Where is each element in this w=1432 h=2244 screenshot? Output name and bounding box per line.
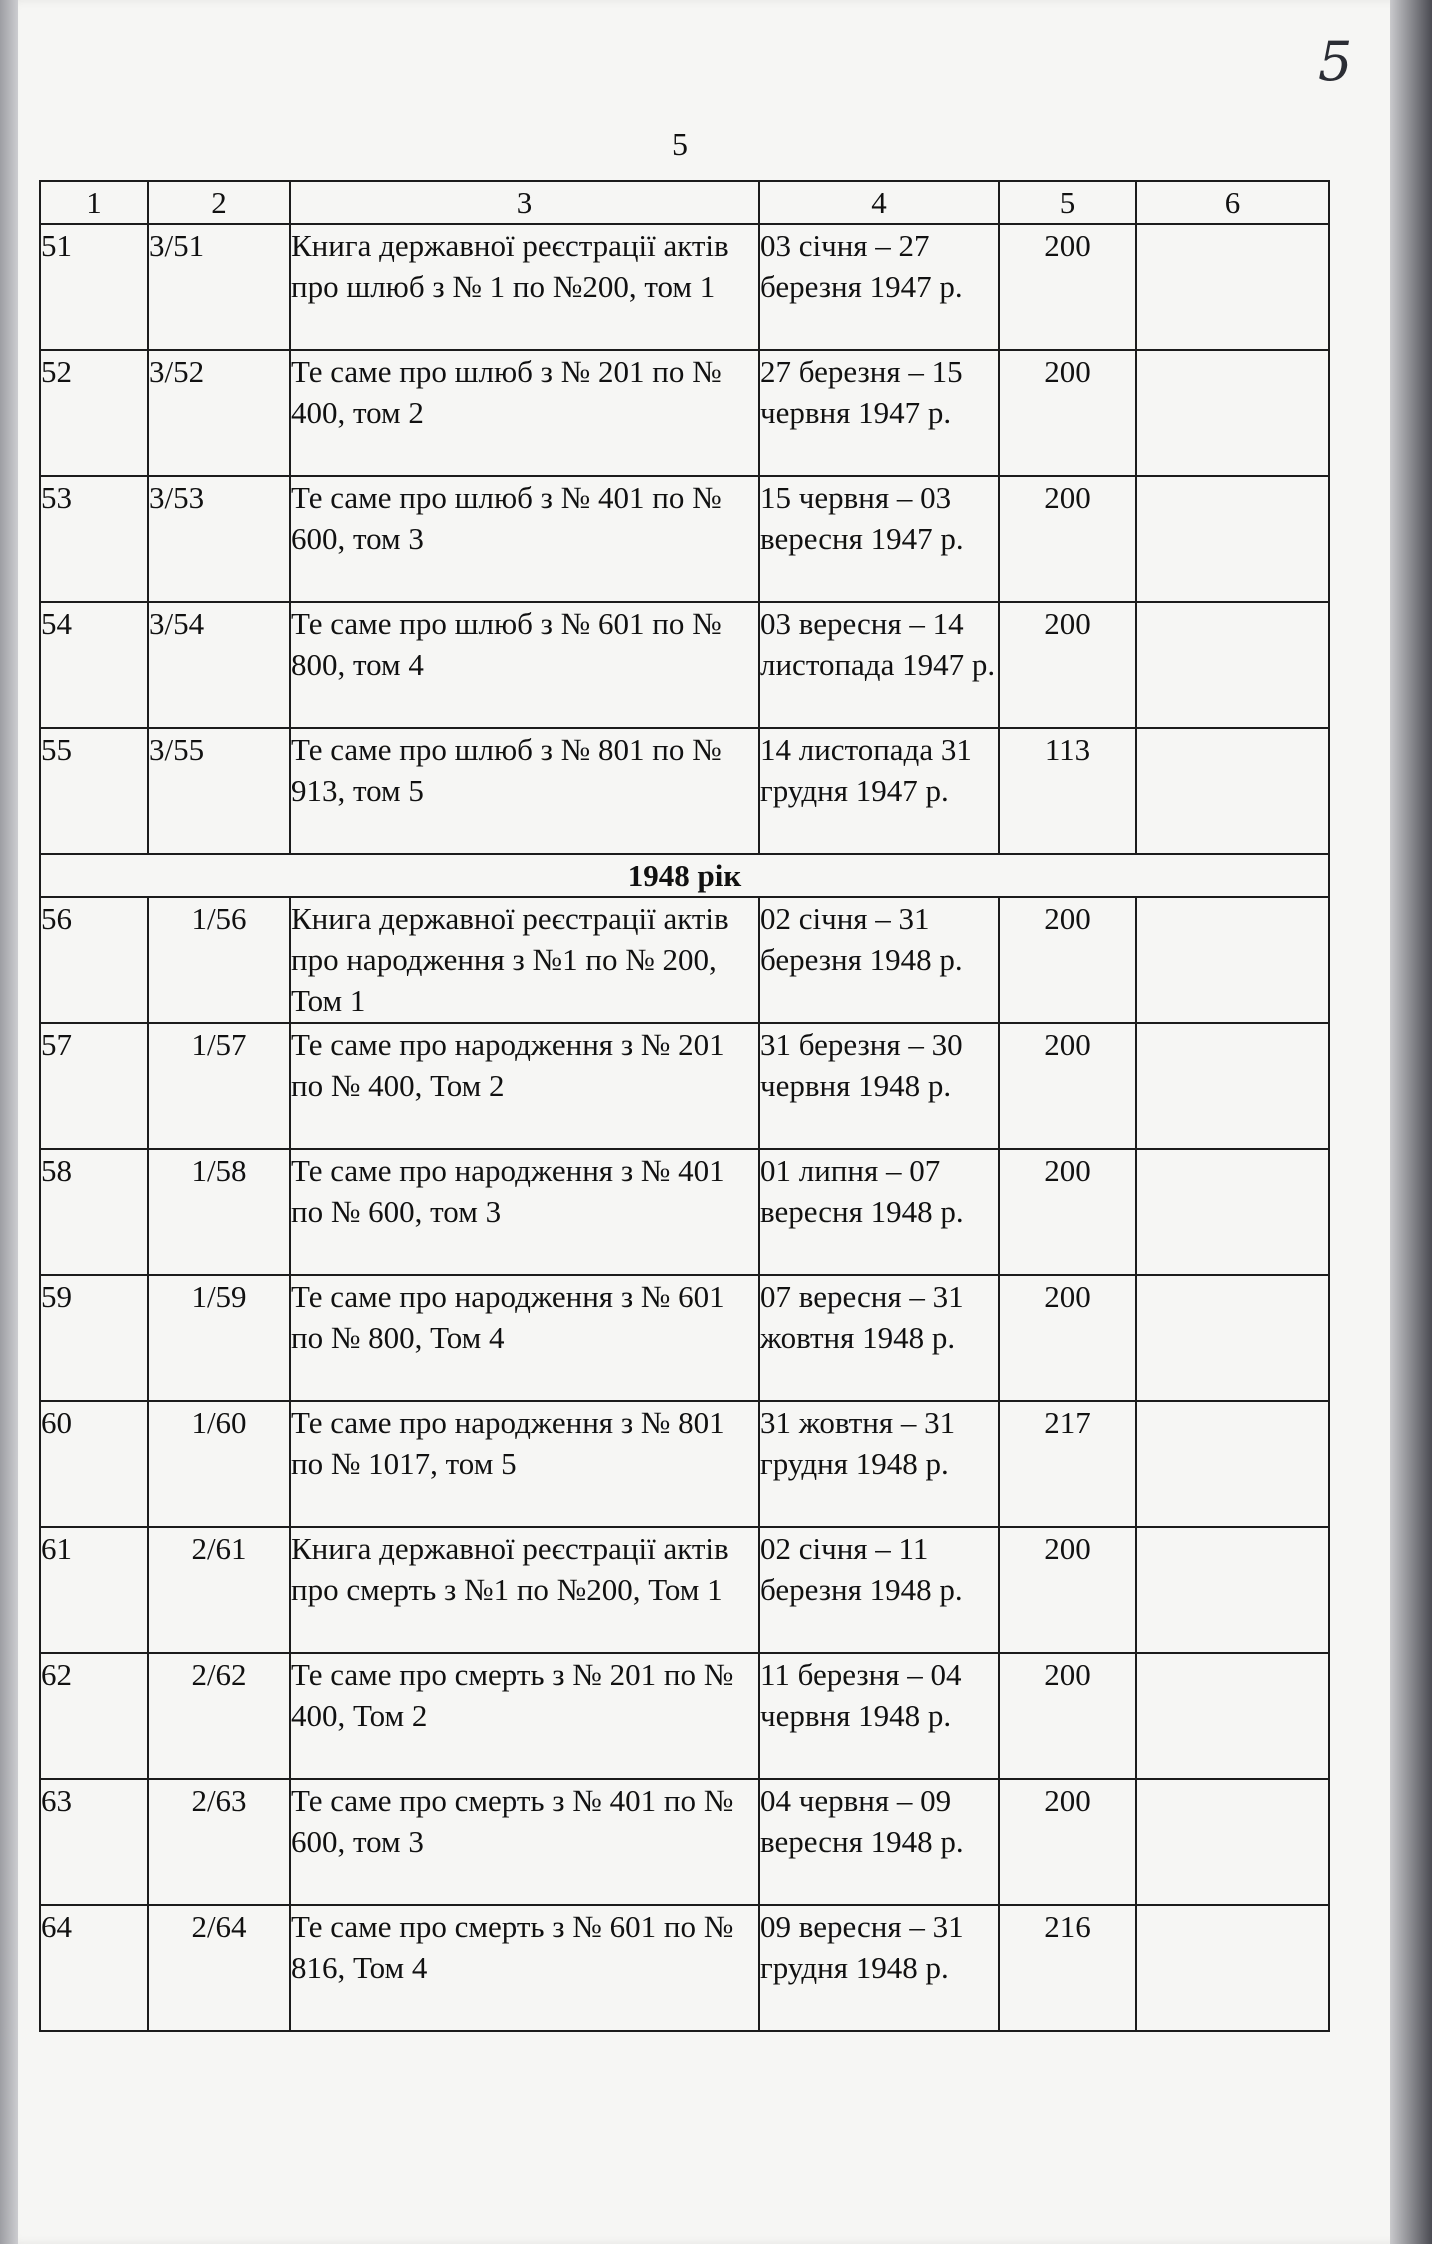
row-number: 60 <box>40 1401 148 1527</box>
row-dates: 02 січня – 31 березня 1948 р. <box>759 897 999 1023</box>
table-body-1947 <box>40 224 1329 854</box>
row-count: 217 <box>999 1401 1136 1527</box>
row-title: Те саме про шлюб з № 401 по № 600, том 3 <box>290 476 759 602</box>
table-row <box>40 1023 1329 1149</box>
page-number: 5 <box>672 126 688 162</box>
row-note <box>1136 1275 1329 1401</box>
row-dates: 04 червня – 09 вересня 1948 р. <box>759 1779 999 1905</box>
row-dates: 01 липня – 07 вересня 1948 р. <box>759 1149 999 1275</box>
row-code: 2/63 <box>148 1779 290 1905</box>
row-note <box>1136 1527 1329 1653</box>
table-row <box>40 1275 1329 1401</box>
header-col-5: 5 <box>999 181 1136 224</box>
table-row <box>40 1527 1329 1653</box>
row-number: 57 <box>40 1023 148 1149</box>
row-number: 58 <box>40 1149 148 1275</box>
row-number: 59 <box>40 1275 148 1401</box>
scanner-right-edge <box>1390 0 1432 2244</box>
header-col-4: 4 <box>759 181 999 224</box>
row-code: 3/52 <box>148 350 290 476</box>
row-note <box>1136 1905 1329 2031</box>
archive-page-number: 5 <box>1318 30 1353 93</box>
row-number: 54 <box>40 602 148 728</box>
row-code: 2/64 <box>148 1905 290 2031</box>
row-count: 200 <box>999 476 1136 602</box>
row-code: 1/60 <box>148 1401 290 1527</box>
row-number: 64 <box>40 1905 148 2031</box>
row-note <box>1136 476 1329 602</box>
row-note <box>1136 1779 1329 1905</box>
row-title: Те саме про смерть з № 401 по № 600, том 3 <box>290 1779 759 1905</box>
row-dates: 31 березня – 30 червня 1948 р. <box>759 1023 999 1149</box>
row-count: 216 <box>999 1905 1136 2031</box>
row-title: Книга державної реєстрації актів про шлюб з № 1 по №200, том 1 <box>290 224 759 350</box>
row-count: 200 <box>999 897 1136 1023</box>
row-title: Те саме про народження з № 801 по № 1017, том 5 <box>290 1401 759 1527</box>
row-title: Те саме про смерть з № 601 по № 816, Том 4 <box>290 1905 759 2031</box>
row-title: Книга державної реєстрації актів про смерть з №1 по №200, Том 1 <box>290 1527 759 1653</box>
row-number: 55 <box>40 728 148 854</box>
row-code: 1/58 <box>148 1149 290 1275</box>
row-number: 51 <box>40 224 148 350</box>
table-body-1948 <box>40 897 1329 2031</box>
row-note <box>1136 602 1329 728</box>
table-row <box>40 1401 1329 1527</box>
row-count: 200 <box>999 1023 1136 1149</box>
year-section <box>40 854 1329 897</box>
row-dates: 14 листопада 31 грудня 1947 р. <box>759 728 999 854</box>
row-number: 61 <box>40 1527 148 1653</box>
row-code: 1/57 <box>148 1023 290 1149</box>
row-number: 56 <box>40 897 148 1023</box>
row-count: 200 <box>999 1149 1136 1275</box>
table-row <box>40 476 1329 602</box>
year-heading: 1948 рік <box>40 854 1329 897</box>
row-number: 62 <box>40 1653 148 1779</box>
row-code: 1/59 <box>148 1275 290 1401</box>
table-row <box>40 728 1329 854</box>
row-note <box>1136 728 1329 854</box>
table-row <box>40 602 1329 728</box>
row-count: 200 <box>999 1779 1136 1905</box>
row-dates: 03 січня – 27 березня 1947 р. <box>759 224 999 350</box>
row-title: Те саме про народження з № 201 по № 400, Том 2 <box>290 1023 759 1149</box>
row-note <box>1136 1653 1329 1779</box>
row-code: 3/51 <box>148 224 290 350</box>
header-col-6: 6 <box>1136 181 1329 224</box>
row-note <box>1136 1149 1329 1275</box>
table-row <box>40 897 1329 1023</box>
header-col-1: 1 <box>40 181 148 224</box>
table-row <box>40 350 1329 476</box>
row-title: Те саме про народження з № 601 по № 800, Том 4 <box>290 1275 759 1401</box>
header-col-3: 3 <box>290 181 759 224</box>
row-code: 1/56 <box>148 897 290 1023</box>
row-note <box>1136 350 1329 476</box>
table-row <box>40 1905 1329 2031</box>
row-code: 2/62 <box>148 1653 290 1779</box>
row-number: 52 <box>40 350 148 476</box>
row-title: Те саме про шлюб з № 201 по № 400, том 2 <box>290 350 759 476</box>
row-number: 63 <box>40 1779 148 1905</box>
table-row <box>40 1149 1329 1275</box>
row-dates: 03 вересня – 14 листопада 1947 р. <box>759 602 999 728</box>
row-dates: 15 червня – 03 вересня 1947 р. <box>759 476 999 602</box>
row-count: 200 <box>999 350 1136 476</box>
row-count: 200 <box>999 1527 1136 1653</box>
row-note <box>1136 1401 1329 1527</box>
row-code: 3/55 <box>148 728 290 854</box>
row-count: 200 <box>999 1653 1136 1779</box>
register-table <box>39 180 1330 2032</box>
row-dates: 27 березня – 15 червня 1947 р. <box>759 350 999 476</box>
row-title: Книга державної реєстрації актів про народження з №1 по № 200, Том 1 <box>290 897 759 1023</box>
row-title: Те саме про смерть з № 201 по № 400, Том 2 <box>290 1653 759 1779</box>
row-count: 200 <box>999 224 1136 350</box>
row-note <box>1136 897 1329 1023</box>
row-dates: 09 вересня – 31 грудня 1948 р. <box>759 1905 999 2031</box>
year-heading-row <box>40 854 1329 897</box>
row-dates: 07 вересня – 31 жовтня 1948 р. <box>759 1275 999 1401</box>
row-count: 200 <box>999 602 1136 728</box>
header-row <box>40 181 1329 224</box>
header-col-2: 2 <box>148 181 290 224</box>
row-code: 3/54 <box>148 602 290 728</box>
row-dates: 31 жовтня – 31 грудня 1948 р. <box>759 1401 999 1527</box>
row-title: Те саме про шлюб з № 601 по № 800, том 4 <box>290 602 759 728</box>
table-row <box>40 224 1329 350</box>
row-count: 200 <box>999 1275 1136 1401</box>
table-header <box>40 181 1329 224</box>
row-number: 53 <box>40 476 148 602</box>
row-title: Те саме про шлюб з № 801 по № 913, том 5 <box>290 728 759 854</box>
row-note <box>1136 1023 1329 1149</box>
row-note <box>1136 224 1329 350</box>
table-row <box>40 1653 1329 1779</box>
row-dates: 02 січня – 11 березня 1948 р. <box>759 1527 999 1653</box>
row-code: 3/53 <box>148 476 290 602</box>
table-row <box>40 1779 1329 1905</box>
row-title: Те саме про народження з № 401 по № 600, том 3 <box>290 1149 759 1275</box>
row-dates: 11 березня – 04 червня 1948 р. <box>759 1653 999 1779</box>
row-code: 2/61 <box>148 1527 290 1653</box>
row-count: 113 <box>999 728 1136 854</box>
